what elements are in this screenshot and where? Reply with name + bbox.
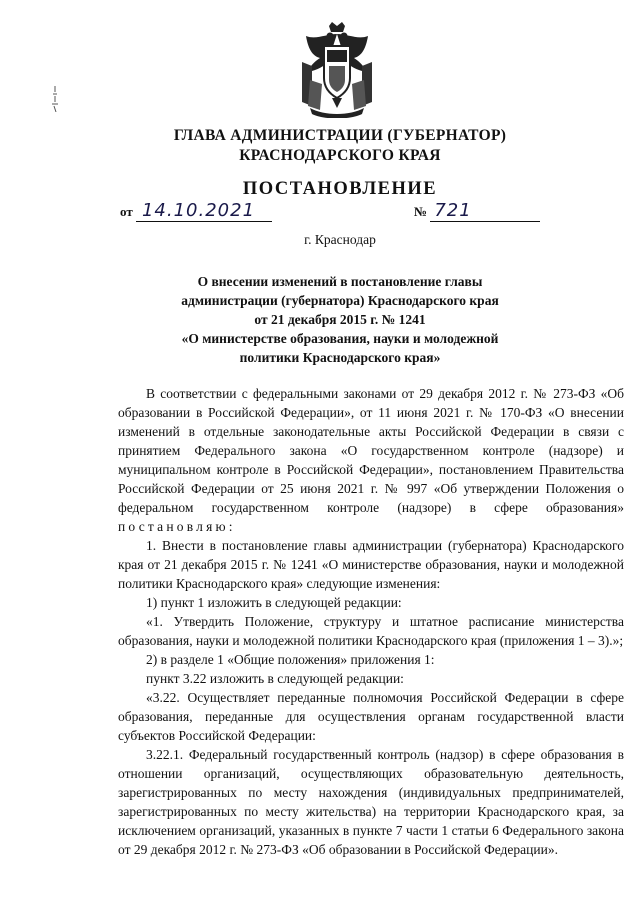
paragraph: 2) в разделе 1 «Общие положения» приложения 1: (146, 652, 435, 667)
paragraph: 1. Внести в постановление главы администрации (губернатора) Краснодарского края от 21 декабря 2015 г. № 1241 «О министерстве образования, науки и молодежной политики Краснодарского края» следующие изменения: (118, 538, 624, 591)
paragraph: «3.22. Осуществляет переданные полномочия Российской Федерации в сфере образования, переданные для осуществления органам государственной власти субъектов Российской Федерации: (118, 690, 624, 743)
decree-word: постановляю: (118, 519, 236, 534)
document-subject (90, 272, 590, 367)
number-prefix: № (414, 204, 428, 219)
subject-line: политики Краснодарского края» (239, 350, 441, 365)
document-body (118, 384, 624, 859)
document-type: ПОСТАНОВЛЕНИЕ (242, 179, 438, 199)
document-date (120, 201, 272, 222)
subject-line: администрации (губернатора) Краснодарского края (181, 293, 499, 308)
subject-line: от 21 декабря 2015 г. № 1241 (254, 312, 426, 327)
number-handwritten: 721 (430, 201, 540, 222)
subject-line: О внесении изменений в постановление главы (197, 274, 483, 289)
paragraph: «1. Утвердить Положение, структуру и штатное расписание министерства образования, науки и молодежной политики Краснодарского края (приложения 1 – 3).»; (118, 614, 624, 648)
paragraph: пункт 3.22 изложить в следующей редакции: (146, 671, 404, 686)
margin-stamp-mark (50, 86, 60, 112)
subject-line: «О министерстве образования, науки и молодежной (181, 331, 499, 346)
city: г. Краснодар (304, 232, 376, 247)
date-handwritten: 14.10.2021 (136, 201, 272, 222)
paragraph-preamble: В соответствии с федеральными законами от 29 декабря 2012 г. № 273-ФЗ «Об образовании в Российской Федерации», от 11 июня 2021 г. № 170-ФЗ «О внесении изменений в отдельные законодательные акты Российской Федерации в связи с принятием Федерального закона «О государственном контроле (надзоре) и муниципальном контроле в Российской Федерации», постановлением Правительства Российской Федерации от 25 июня 2021 г. № 997 «Об утверждении Положения о федеральном государственном контроле (надзоре) в сфере образования» постановляю: (118, 386, 624, 534)
paragraph: 1) пункт 1 изложить в следующей редакции: (146, 595, 402, 610)
paragraph: 3.22.1. Федеральный государственный контроль (надзор) в сфере образования в отношении организаций, осуществляющих образовательную деятельность, зарегистрированных по месту нахождения (индивидуальных предпринимателей, зарегистрированных по месту жительства) на территории Краснодарского края, за исключением организаций, указанных в пункте 7 части 1 статьи 6 Федерального закона от 29 декабря 2012 г. № 273-ФЗ «Об образовании в Российской Федерации». (118, 747, 624, 857)
issuer-title-line2: КРАСНОДАРСКОГО КРАЯ (239, 147, 441, 164)
coat-of-arms-icon (296, 22, 378, 118)
issuer-title-line1: ГЛАВА АДМИНИСТРАЦИИ (ГУБЕРНАТОР) (173, 127, 507, 144)
document-number (414, 201, 540, 222)
date-prefix: от (120, 204, 133, 219)
